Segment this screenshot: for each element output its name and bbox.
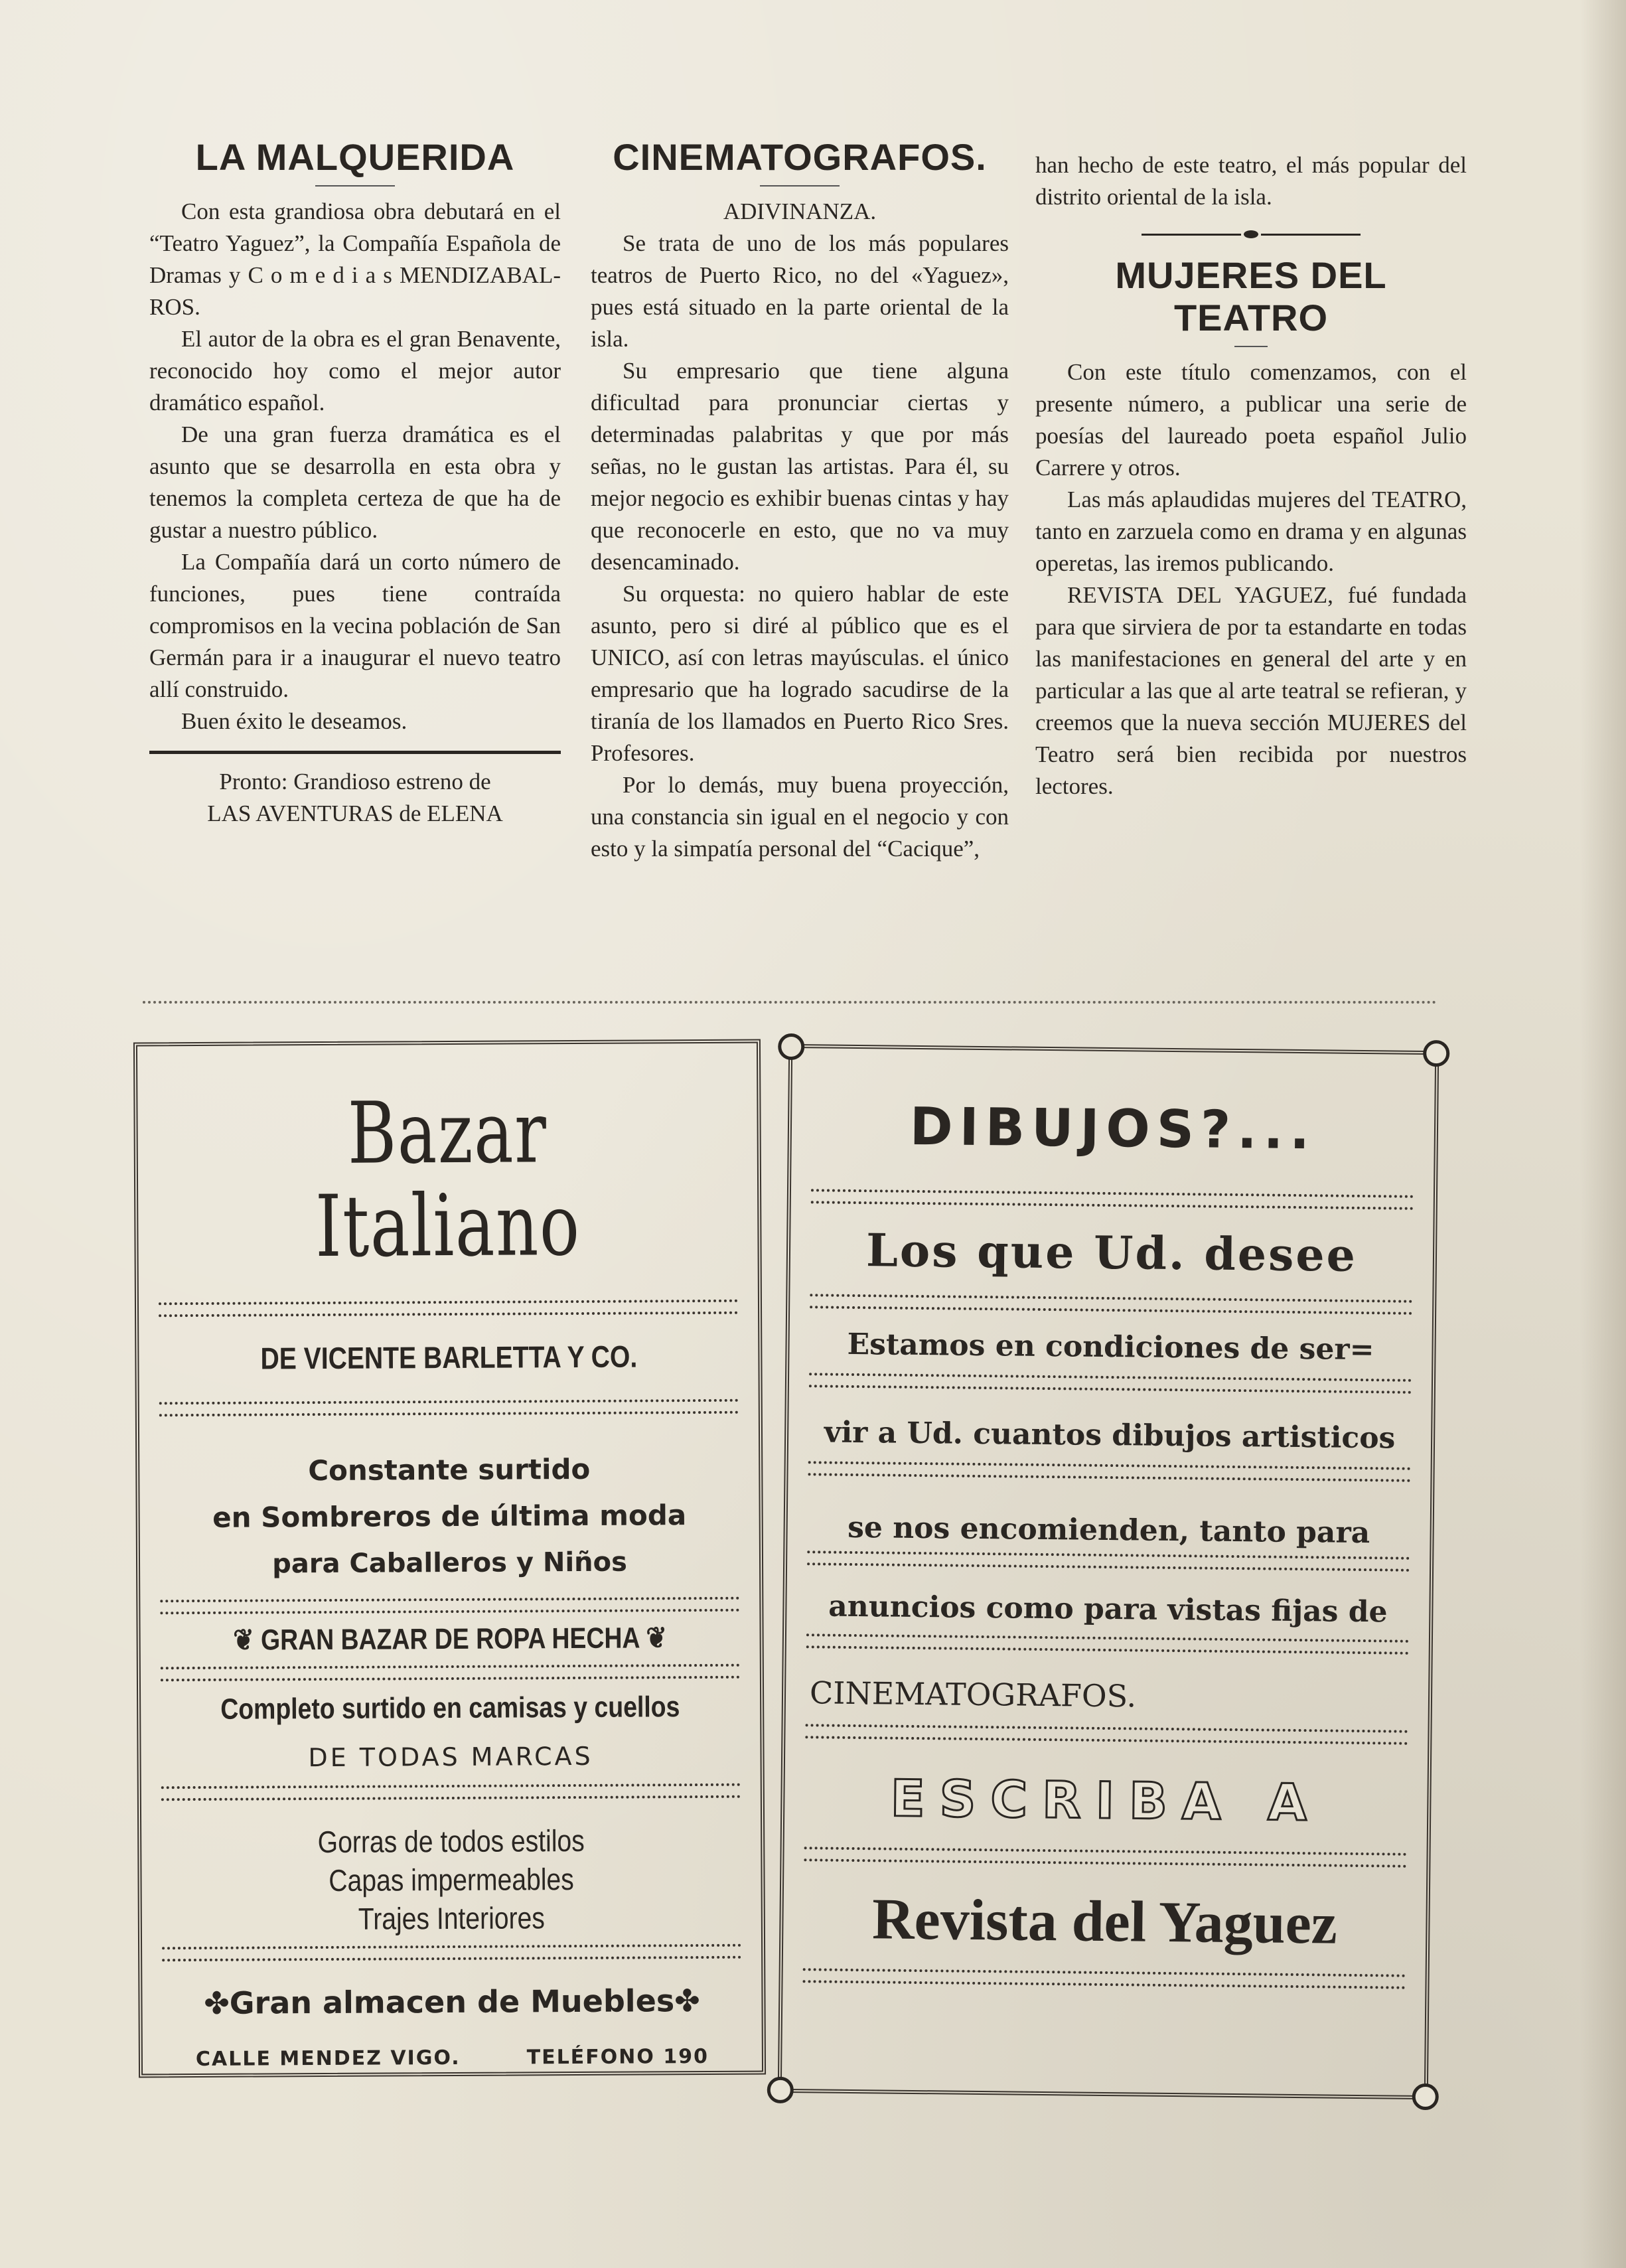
paragraph: Con esta grandiosa obra debutará en el “Teatro Yaguez”, la Compañía Española de Dramas y C o m e d i a s MENDIZABAL-ROS. bbox=[149, 198, 561, 320]
ad-line: Constante surtido bbox=[308, 1452, 591, 1487]
ad-line: se nos encomienden, tanto para bbox=[847, 1510, 1370, 1550]
paragraph: Se trata de uno de los más populares teatros de Puerto Rico, no del «Yaguez», pues está situado en la parte oriental de la isla. bbox=[591, 230, 1009, 352]
article-heading-mujeres: MUJERES DEL bbox=[1115, 254, 1387, 296]
ornamental-border bbox=[159, 1399, 739, 1417]
ad-title: Bazar Italiano bbox=[315, 1083, 581, 1277]
ad-line: Capas impermeables bbox=[329, 1862, 574, 1898]
ad-line: Completo surtido en camisas y cuellos bbox=[220, 1691, 680, 1726]
column-mujeres-del-teatro bbox=[1035, 149, 1467, 802]
ad-bazar-italiano bbox=[133, 1039, 766, 2078]
ad-line: DE TODAS MARCAS bbox=[308, 1741, 593, 1773]
ad-line: para Caballeros y Niños bbox=[272, 1547, 627, 1580]
fleuron-icon: ✤ bbox=[204, 1985, 230, 2021]
ornamental-border bbox=[160, 1597, 739, 1615]
ad-line: CINEMATOGRAFOS. bbox=[809, 1675, 1137, 1714]
ad-line: ❦ GRAN BAZAR DE ROPA HECHA ❦ bbox=[233, 1622, 667, 1657]
heading-rule bbox=[315, 185, 395, 187]
ornamental-border bbox=[804, 1847, 1406, 1868]
paragraph: La Compañía dará un corto número de funciones, pues tiene contraída compromisos en la vecina población de San Germán para ir a inaugurar el nuevo teatro allí construido. bbox=[149, 549, 561, 702]
paragraph: El autor de la obra es el gran Benavente, reconocido hoy como el mejor autor dramático español. bbox=[149, 326, 561, 416]
heading-rule bbox=[760, 185, 840, 187]
ornamental-border bbox=[805, 1724, 1408, 1745]
ad-phone: TELÉFONO 190 bbox=[526, 2044, 709, 2070]
ad-line: Estamos en condiciones de ser= bbox=[847, 1327, 1374, 1367]
notice-line: LAS AVENTURAS de ELENA bbox=[207, 800, 503, 826]
ad-title: DIBUJOS?... bbox=[909, 1096, 1317, 1162]
ad-line: en Sombreros de última moda bbox=[212, 1499, 687, 1534]
paragraph: Por lo demás, muy buena proyección, una constancia sin igual en el negocio y con esto y la simpatía personal del “Cacique”, bbox=[591, 772, 1009, 862]
ad-address: CALLE MENDEZ VIGO. bbox=[195, 2046, 461, 2072]
corner-ring-icon bbox=[778, 1033, 804, 1060]
leaf-ornament-icon: ❦ bbox=[639, 1622, 667, 1655]
paragraph: Su empresario que tiene alguna dificultad para pronunciar ciertas y determinadas palabritas y que por más señas, no le gustan las artistas. Para él, su mejor negocio es exhibir buenas cintas y hay que reconocerle en esto, que no va muy desencaminado. bbox=[591, 358, 1009, 575]
paragraph: Buen éxito le deseamos. bbox=[181, 708, 407, 734]
leaf-ornament-icon: ❦ bbox=[233, 1624, 261, 1657]
ornamental-border bbox=[807, 1550, 1410, 1572]
corner-ring-icon bbox=[1412, 2083, 1439, 2110]
ad-line: ✤Gran almacen de Muebles✤ bbox=[204, 1983, 700, 2021]
paragraph-continuation: han hecho de este teatro, el más popular del distrito oriental de la isla. bbox=[1035, 152, 1467, 210]
ornamental-border bbox=[159, 1300, 738, 1318]
ad-owner: DE VICENTE BARLETTA Y CO. bbox=[259, 1339, 637, 1376]
ornamental-border bbox=[162, 1944, 741, 1962]
paragraph: Las más aplaudidas mujeres del TEATRO, tanto en zarzuela como en drama y en algunas operetas, las iremos publicando. bbox=[1035, 487, 1467, 576]
ornamental-border bbox=[802, 1968, 1405, 1989]
paragraph: De una gran fuerza dramática es el asunto que se desarrolla en esta obra y tenemos la completa certeza de que ha de gustar a nuestro público. bbox=[149, 421, 561, 543]
article-heading-cinematografos: CINEMATOGRAFOS. bbox=[613, 136, 987, 178]
paragraph: Su orquesta: no quiero hablar de este asunto, pero si diré al público que es el UNICO, así con letras mayúsculas. el único empresario que ha logrado sacudirse de la tiranía de los llamados en Puerto Rico Sres. Profesores. bbox=[591, 581, 1009, 766]
article-heading-la-malquerida: LA MALQUERIDA bbox=[195, 136, 515, 178]
ad-dibujos bbox=[778, 1044, 1439, 2099]
fleuron-icon: ✤ bbox=[674, 1983, 700, 2019]
ornamental-border bbox=[811, 1189, 1414, 1210]
paragraph: Con este título comenzamos, con el presente número, a publicar una serie de poesías del laureado poeta español Julio Carrere y otros. bbox=[1035, 359, 1467, 481]
ad-line: Gorras de todos estilos bbox=[317, 1823, 585, 1860]
article-heading-teatro: TEATRO bbox=[1173, 297, 1329, 339]
ornamental-rule bbox=[1035, 230, 1467, 238]
article-subheading: ADIVINANZA. bbox=[723, 198, 877, 224]
ad-line: ESCRIBA A bbox=[890, 1768, 1322, 1833]
page-spine-shadow bbox=[1580, 0, 1626, 2268]
corner-ring-icon bbox=[1423, 1040, 1449, 1067]
ornamental-border bbox=[810, 1294, 1412, 1315]
column-la-malquerida bbox=[149, 136, 561, 830]
corner-ring-icon bbox=[767, 2077, 794, 2103]
ornamental-border bbox=[808, 1461, 1410, 1482]
ornamental-border bbox=[806, 1633, 1409, 1655]
ad-line: anuncios como para vistas fijas de bbox=[828, 1589, 1388, 1629]
column-cinematografos bbox=[591, 136, 1009, 865]
heading-rule bbox=[1234, 346, 1268, 347]
column-divider-rule bbox=[149, 751, 561, 754]
ad-contact bbox=[143, 2045, 762, 2072]
ornamental-border bbox=[161, 1783, 741, 1801]
ad-line: Trajes Interiores bbox=[358, 1900, 545, 1936]
ornamental-border bbox=[161, 1664, 740, 1682]
ad-line: Los que Ud. desee bbox=[865, 1224, 1358, 1282]
notice-line: Pronto: Grandioso estreno de bbox=[219, 769, 491, 794]
ad-line: Revista del Yaguez bbox=[871, 1887, 1338, 1957]
ornamental-border bbox=[809, 1373, 1412, 1394]
ad-line: vir a Ud. cuantos dibujos artisticos bbox=[824, 1415, 1396, 1456]
section-separator bbox=[143, 1001, 1437, 1004]
paragraph: REVISTA DEL YAGUEZ, fué fundada para que sirviera de por ta estandarte en todas las manifestaciones en general del arte y en particular a las que al arte teatral se refieran, y creemos que la nueva sección MUJERES del Teatro será bien recibida por nuestros lectores. bbox=[1035, 582, 1467, 799]
